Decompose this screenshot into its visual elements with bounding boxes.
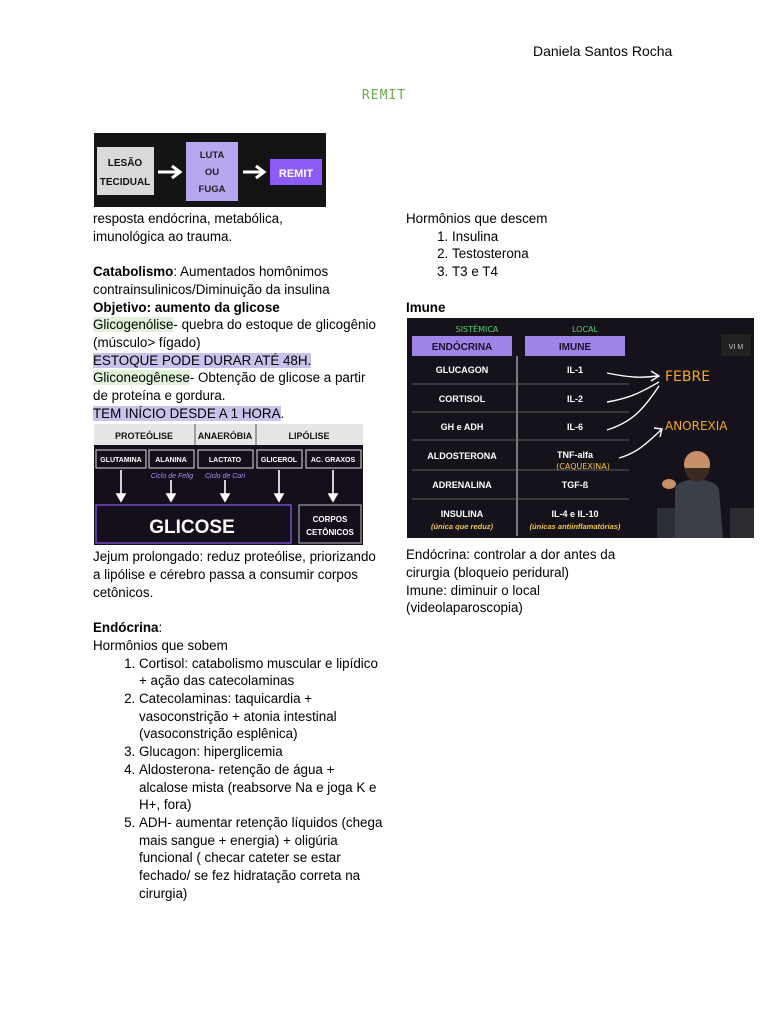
row-tgf: TGF-ß — [561, 480, 589, 490]
descem-label: Hormônios que descem — [406, 211, 548, 226]
list-item: 4. Aldosterona- retenção de água + alcalose mista (reabsorve Na e joga K e H+, fora) — [139, 761, 383, 814]
corpos-line2: CETÔNICOS — [306, 528, 354, 537]
page-title: REMIT — [361, 88, 407, 103]
box-luta-line1: LUTA — [199, 150, 225, 161]
row-il2: IL-2 — [566, 394, 584, 404]
gliconeogenese-paragraph — [93, 369, 383, 404]
glicogenolise-text: - quebra do estoque de glicogênio (músculo> fígado) — [93, 317, 376, 350]
box-lesao-line1: LESÃO — [107, 158, 143, 169]
febre-annotation: FEBRE — [665, 369, 711, 385]
estoque-highlight: ESTOQUE PODE DURAR ATÉ 48H. — [93, 352, 312, 368]
box-luta-line3: FUGA — [198, 184, 226, 195]
endocrina-note: Endócrina: controlar a dor antes da cirurgia (bloqueio peridural) — [406, 547, 616, 580]
row-il1: IL-1 — [566, 365, 584, 375]
glicogenolise-term: Glicogenólise — [93, 317, 174, 333]
glicose-label: GLICOSE — [149, 517, 235, 538]
imune-heading — [406, 299, 756, 317]
inicio-end: . — [280, 405, 285, 421]
gliconeogenese-text: - Obtenção de glicose a partir de proteína e gordura. — [93, 370, 366, 404]
endocrina-colon: : — [158, 620, 163, 636]
anorexia-annotation: ANOREXIA — [665, 419, 728, 433]
header-lipolise: LIPÓLISE — [288, 431, 330, 441]
jejum-paragraph: Jejum prolongado: reduz proteólise, priorizando a lipólise e cérebro passa a consumir corpos cetônicos. — [93, 549, 376, 600]
il-note: (únicas antiinflamatórias) — [529, 522, 621, 531]
row-glucagon: GLUCAGON — [435, 365, 489, 375]
endocrina-label: Endócrina — [93, 620, 159, 636]
list-item: 1. Cortisol: catabolismo muscular e lipídico + ação das catecolaminas — [139, 655, 383, 690]
intro-line-2: imunológica ao trauma. — [93, 228, 233, 244]
catabolismo-label: Catabolismo — [93, 264, 174, 280]
objetivo — [93, 299, 383, 317]
list-item: 3. T3 e T4 — [452, 263, 756, 281]
cycle-felig: Ciclo de Felig — [150, 473, 194, 480]
box-luta-line2: OU — [204, 167, 220, 178]
header-proteolise: PROTEÓLISE — [114, 431, 174, 441]
caquexina-note: (CAQUEXINA) — [556, 462, 610, 471]
row-adrenalina: ADRENALINA — [432, 480, 492, 490]
local-label: LOCAL — [572, 325, 598, 334]
row-aldosterona: ALDOSTERONA — [427, 451, 497, 461]
imune-label: Imune — [406, 299, 446, 315]
list-item: 1. Insulina — [452, 228, 756, 246]
glicose-diagram — [94, 424, 363, 545]
sub-glicerol: GLICEROL — [260, 457, 298, 464]
sobem-list — [93, 655, 383, 903]
row-cortisol: CORTISOL — [438, 394, 486, 404]
insulina-note: (única que reduz) — [430, 522, 494, 531]
descem-list — [406, 228, 756, 281]
box-remit-label: REMIT — [278, 168, 314, 180]
objetivo-label: Objetivo: aumento da glicose — [93, 299, 280, 315]
author-name: Daniela Santos Rocha — [533, 43, 673, 59]
endocrina-imune-table — [407, 318, 754, 538]
row-gh-adh: GH e ADH — [440, 422, 484, 432]
gliconeogenese-term: Gliconeogênese — [93, 370, 190, 386]
inicio-paragraph — [93, 405, 383, 423]
sub-ac-graxos: AC. GRAXOS — [310, 457, 356, 464]
sobem-label: Hormônios que sobem — [93, 637, 228, 653]
sub-lactato: LACTATO — [208, 457, 242, 464]
sistemica-label: SISTÊMICA — [455, 325, 499, 334]
list-item: 2. Testosterona — [452, 245, 756, 263]
row-tnf: TNF-alfa — [557, 450, 593, 460]
catabolismo-paragraph — [93, 263, 383, 298]
corpos-line1: CORPOS — [312, 515, 348, 524]
sub-alanina: ALANINA — [155, 457, 187, 464]
catabolismo-text: : Aumentados homônimos contrainsulinicos/Diminuição da insulina — [93, 264, 330, 297]
intro-line-1: resposta endócrina, metabólica, — [93, 211, 283, 226]
col-imune: IMUNE — [558, 342, 592, 353]
list-item: 2. Catecolaminas: taquicardia + vasoconstrição + atonia intestinal (vasoconstrição esplênica) — [139, 690, 383, 743]
list-item: 3. Glucagon: hiperglicemia — [139, 743, 383, 761]
col-endocrina: ENDÓCRINA — [431, 342, 493, 353]
header-anaerobia: ANAERÓBIA — [197, 431, 253, 441]
list-item: 5. ADH- aumentar retenção líquidos (chega mais sangue + energia) + oligúria funcional ( checar cateter se estar fechado/ se fez hidratação correta na cirurgia) — [139, 814, 383, 903]
row-il4-il10: IL-4 e IL-10 — [551, 509, 599, 519]
imune-note: Imune: diminuir o local (videolaparoscopia) — [406, 582, 540, 616]
cycle-cori: Ciclo de Cori — [204, 473, 246, 480]
sub-glutamina: GLUTAMINA — [100, 457, 142, 464]
trauma-flow-diagram — [94, 133, 326, 207]
endocrina-heading — [93, 619, 383, 637]
glicogenolise-paragraph — [93, 316, 383, 351]
inicio-highlight: TEM INÍCIO DESDE A 1 HORA — [93, 405, 281, 421]
estoque-paragraph — [93, 352, 383, 370]
box-lesao-line2: TECIDUAL — [99, 177, 151, 188]
row-il6: IL-6 — [566, 422, 584, 432]
left-column — [93, 210, 383, 902]
row-insulina: INSULINA — [440, 509, 484, 519]
corner-logo: VI M — [728, 344, 744, 351]
